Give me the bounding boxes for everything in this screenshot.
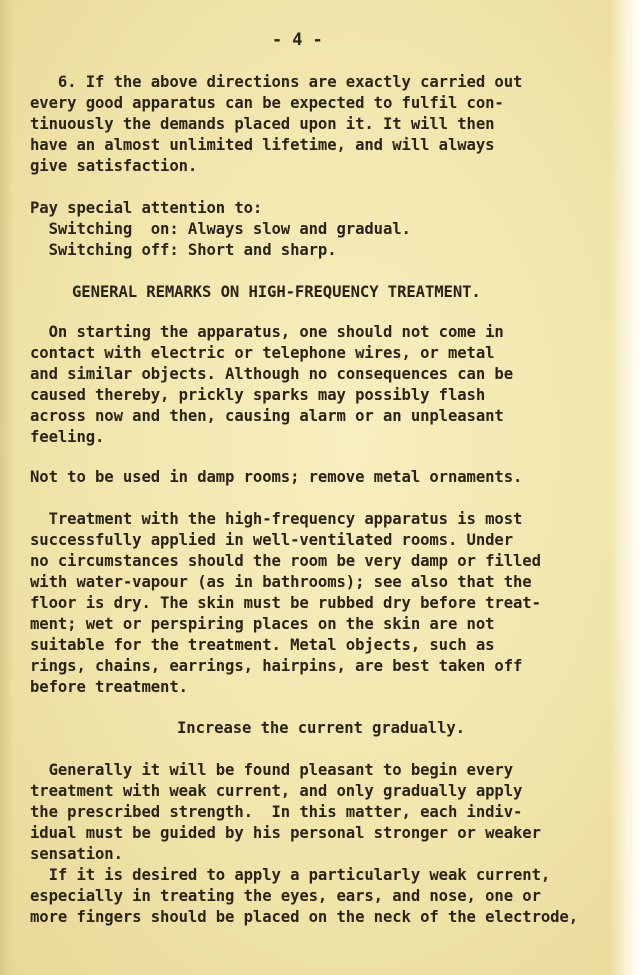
paragraph-starting-line-5: across now and then, causing alarm or an unpleasant [30,407,504,425]
paragraph-weak-current-line-1: If it is desired to apply a particularly weak current, [30,866,551,884]
paragraph-generally-line-3: the prescribed strength. In this matter, each indiv- [30,803,523,821]
paragraph-treatment-line-2: successfully applied in well-ventilated rooms. Under [30,531,513,549]
warning-line: Not to be used in damp rooms; remove metal ornaments. [30,468,523,486]
paragraph-weak-current-line-3: more fingers should be placed on the neck of the electrode, [30,908,579,926]
paragraph-treatment-line-4: with water-vapour (as in bathrooms); see also that the [30,573,532,591]
paragraph-generally-line-5: sensation. [30,845,123,863]
paragraph-starting-line-2: contact with electric or telephone wires, or metal [30,344,495,362]
paragraph-treatment-line-7: suitable for the treatment. Metal objects, such as [30,636,495,654]
page-number: - 4 - [272,30,323,50]
section-heading-increase-current: Increase the current gradually. [177,719,465,737]
paragraph-6-line-5: give satisfaction. [30,157,198,175]
paragraph-treatment-line-1: Treatment with the high-frequency apparatus is most [30,510,523,528]
attention-switching-off: Switching off: Short and sharp. [30,241,337,259]
paragraph-starting-line-4: caused thereby, prickly sparks may possibly flash [30,386,486,404]
attention-heading: Pay special attention to: [30,199,263,217]
paragraph-6-line-1: 6. If the above directions are exactly carried out [30,73,523,91]
paragraph-generally-line-1: Generally it will be found pleasant to begin every [30,761,513,779]
paragraph-weak-current-line-2: especially in treating the eyes, ears, and nose, one or [30,887,541,905]
paragraph-starting-line-1: On starting the apparatus, one should not come in [30,323,504,341]
paragraph-6-line-3: tinuously the demands placed upon it. It will then [30,115,495,133]
paragraph-treatment-line-5: floor is dry. The skin must be rubbed dry before treat- [30,594,541,612]
attention-switching-on: Switching on: Always slow and gradual. [30,220,411,238]
paragraph-generally-line-2: treatment with weak current, and only gradually apply [30,782,523,800]
paragraph-generally-line-4: idual must be guided by his personal stronger or weaker [30,824,541,842]
paragraph-treatment-line-3: no circumstances should the room be very damp or filled [30,552,541,570]
paragraph-6-line-4: have an almost unlimited lifetime, and will always [30,136,495,154]
paragraph-treatment-line-9: before treatment. [30,678,188,696]
paragraph-starting-line-6: feeling. [30,428,105,446]
paragraph-treatment-line-6: ment; wet or perspiring places on the skin are not [30,615,495,633]
section-heading-general-remarks: GENERAL REMARKS ON HIGH-FREQUENCY TREATMENT. [72,283,481,301]
paragraph-starting-line-3: and similar objects. Although no consequences can be [30,365,513,383]
paragraph-treatment-line-8: rings, chains, earrings, hairpins, are best taken off [30,657,523,675]
paragraph-6-line-2: every good apparatus can be expected to fulfil con- [30,94,504,112]
